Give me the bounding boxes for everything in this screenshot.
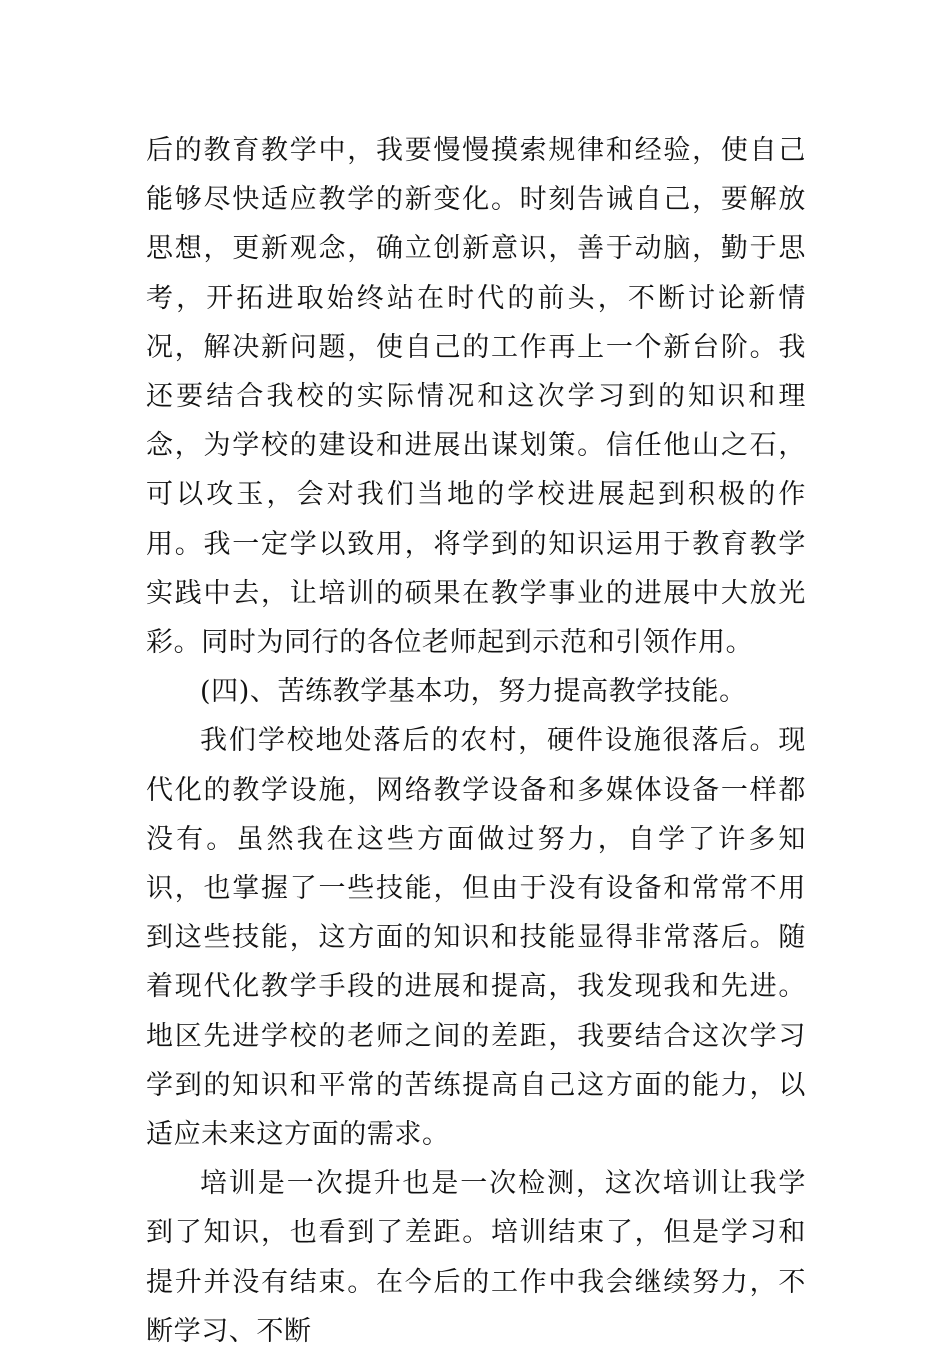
document-body	[146, 126, 806, 1356]
paragraph-training-summary: 培训是一次提升也是一次检测，这次培训让我学到了知识，也看到了差距。培训结束了，但是学习和提升并没有结束。在今后的工作中我会继续努力，不断学习、不断	[146, 1168, 806, 1347]
section-heading-four: (四)、苦练教学基本功，努力提高教学技能。	[200, 676, 747, 708]
paragraph-continuation: 后的教育教学中，我要慢慢摸索规律和经验，使自己能够尽快适应教学的新变化。时刻告诫自己，要解放思想，更新观念，确立创新意识，善于动脑，勤于思考，开拓进取始终站在时代的前头，不断讨论新情况，解决新问题，使自己的工作再上一个新台阶。我还要结合我校的实际情况和这次学习到的知识和理念，为学校的建设和进展出谋划策。信任他山之石，可以攻玉，会对我们当地的学校进展起到积极的作用。我一定学以致用，将学到的知识运用于教育教学实践中去，让培训的硕果在教学事业的进展中大放光彩。同时为同行的各位老师起到示范和引领作用。	[146, 135, 806, 659]
paragraph-school-conditions: 我们学校地处落后的农村，硬件设施很落后。现代化的教学设施，网络教学设备和多媒体设备一样都没有。虽然我在这些方面做过努力，自学了许多知识，也掌握了一些技能，但由于没有设备和常常不用到这些技能，这方面的知识和技能显得非常落后。随着现代化教学手段的进展和提高，我发现我和先进。地区先进学校的老师之间的差距，我要结合这次学习学到的知识和平常的苦练提高自己这方面的能力，以适应未来这方面的需求。	[146, 725, 806, 1151]
